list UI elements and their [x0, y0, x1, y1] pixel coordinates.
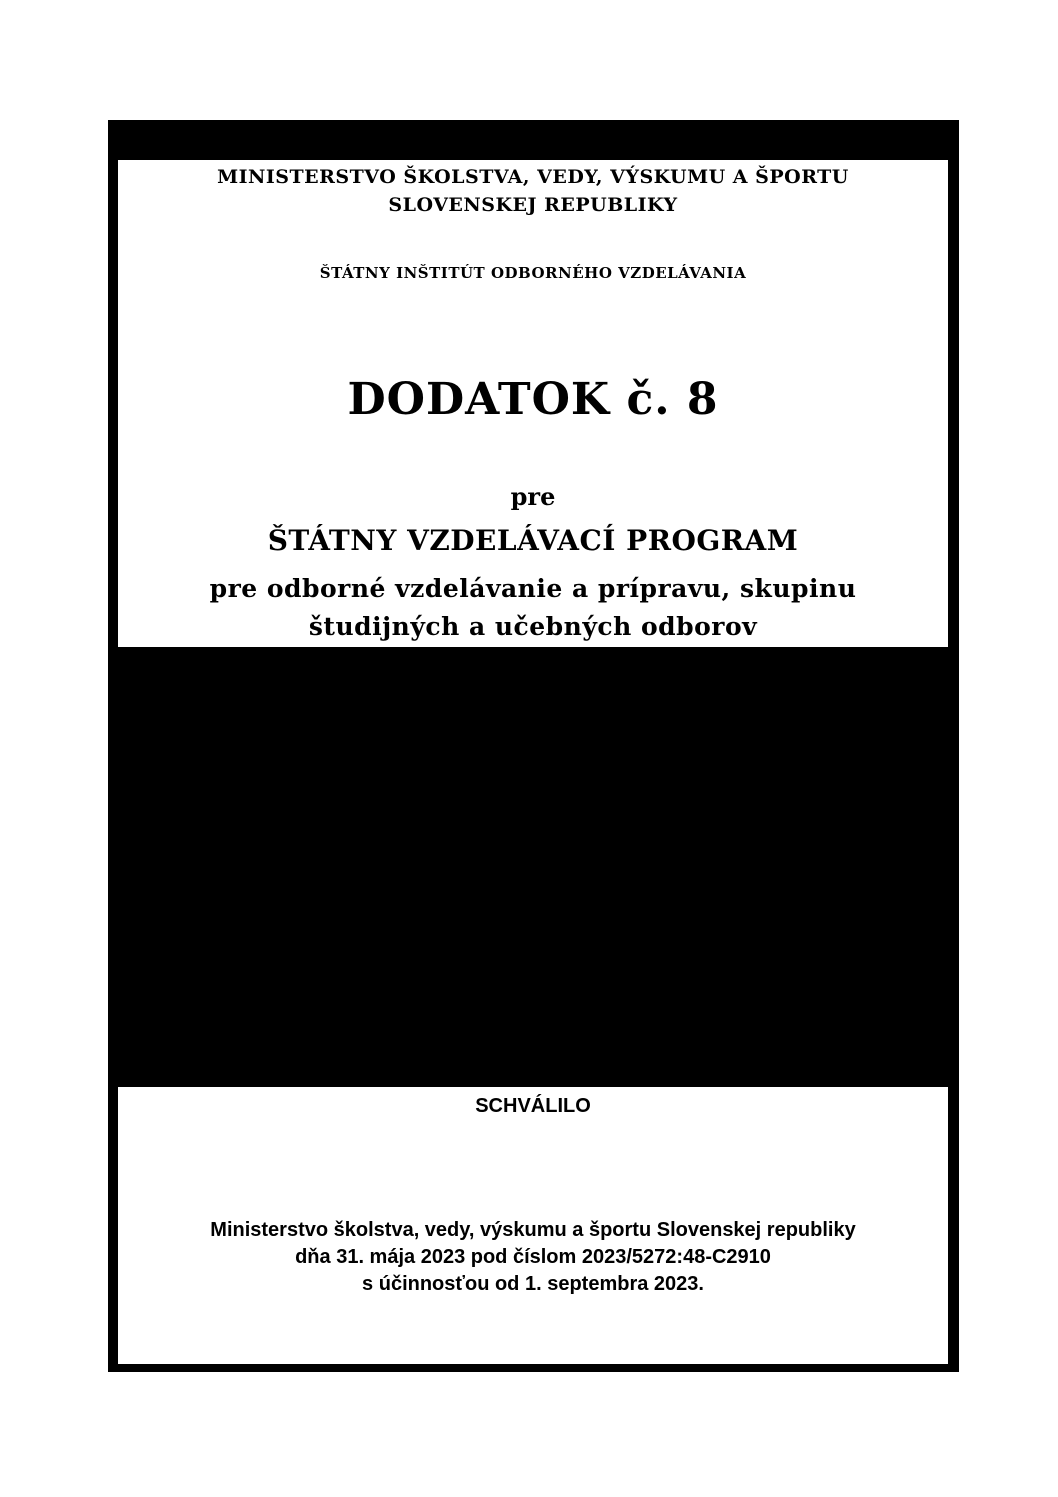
document-title: DODATOK č. 8 — [347, 374, 719, 425]
ministry-name-line-2: SLOVENSKEJ REPUBLIKY — [388, 194, 678, 216]
institute-name: ŠTÁTNY INŠTITÚT ODBORNÉHO VZDELÁVANIA — [319, 264, 747, 282]
approval-ministry: Ministerstvo školstva, vedy, výskumu a športu Slovenskej republiky — [210, 1219, 856, 1241]
approval-date-number: dňa 31. mája 2023 pod číslom 2023/5272:48-C2910 — [295, 1246, 771, 1268]
approval-effective-date: s účinnosťou od 1. septembra 2023. — [362, 1273, 704, 1295]
approval-panel — [118, 1087, 948, 1364]
program-name: ŠTÁTNY VZDELÁVACÍ PROGRAM — [267, 524, 799, 557]
program-subtitle-line-2: študijných a učebných odborov — [308, 612, 758, 641]
cover-header-panel — [118, 160, 948, 647]
approval-label: SCHVÁLILO — [475, 1095, 591, 1117]
program-subtitle-line-1: pre odborné vzdelávanie a prípravu, skupinu — [209, 574, 857, 603]
ministry-name-line-1: MINISTERSTVO ŠKOLSTVA, VEDY, VÝSKUMU A ŠPORTU — [217, 166, 849, 188]
title-preposition: pre — [510, 482, 556, 511]
